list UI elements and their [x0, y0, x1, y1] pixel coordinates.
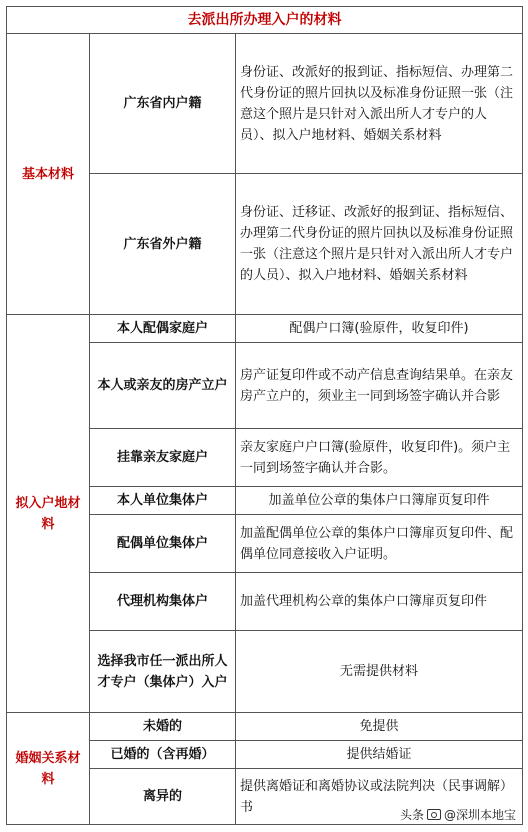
- row-label: 配偶单位集体户: [90, 515, 236, 573]
- row-label: 本人或亲友的房产立户: [90, 343, 236, 429]
- row-desc: 加盖配偶单位公章的集体户口簿扉页复印件、配偶单位同意接收入户证明。: [236, 515, 523, 573]
- table-title: 去派出所办理入户的材料: [7, 7, 523, 34]
- row-desc: 加盖单位公章的集体户口簿扉页复印件: [236, 487, 523, 515]
- row-label: 代理机构集体户: [90, 573, 236, 631]
- row-desc: 无需提供材料: [236, 631, 523, 713]
- row-label: 已婚的（含再婚）: [90, 741, 236, 769]
- row-desc: 亲友家庭户户口簿(验原件，收复印件)。须户主一同到场签字确认并合影。: [236, 429, 523, 487]
- row-label: 本人单位集体户: [90, 487, 236, 515]
- row-label: 广东省外户籍: [90, 174, 236, 315]
- category-residence-materials: 拟入户地材料: [7, 315, 90, 713]
- row-desc: 身份证、迁移证、改派好的报到证、指标短信、办理第二代身份证的照片回执以及标准身份证照一张（注意这个照片是只针对入派出所人才专户的人员）、拟入户地材料、婚姻关系材料: [236, 174, 523, 315]
- camera-icon: [427, 809, 441, 820]
- row-label: 挂靠亲友家庭户: [90, 429, 236, 487]
- row-label: 选择我市任一派出所人才专户（集体户）入户: [90, 631, 236, 713]
- row-desc: 身份证、改派好的报到证、指标短信、办理第二代身份证的照片回执以及标准身份证照一张（注意这个照片是只针对入派出所人才专户的人员）、拟入户地材料、婚姻关系材料: [236, 34, 523, 174]
- watermark: [398, 806, 518, 823]
- row-desc: 免提供: [236, 713, 523, 741]
- category-basic-materials: 基本材料: [7, 34, 90, 315]
- category-marriage-materials: 婚姻关系材料: [7, 713, 90, 825]
- row-label: 本人配偶家庭户: [90, 315, 236, 343]
- row-desc: 房产证复印件或不动产信息查询结果单。在亲友房产立户的，须业主一同到场签字确认并合影: [236, 343, 523, 429]
- watermark-left: 头条: [399, 808, 424, 822]
- watermark-right: @深圳本地宝: [443, 808, 516, 822]
- row-desc: 提供离婚证和离婚协议或法院判决（民事调解）书: [236, 769, 523, 825]
- row-label: 离异的: [90, 769, 236, 825]
- row-desc: 加盖代理机构公章的集体户口簿扉页复印件: [236, 573, 523, 631]
- row-desc: 提供结婚证: [236, 741, 523, 769]
- row-label: 广东省内户籍: [90, 34, 236, 174]
- row-desc: 配偶户口簿(验原件，收复印件): [236, 315, 523, 343]
- row-label: 未婚的: [90, 713, 236, 741]
- materials-table: [6, 6, 523, 825]
